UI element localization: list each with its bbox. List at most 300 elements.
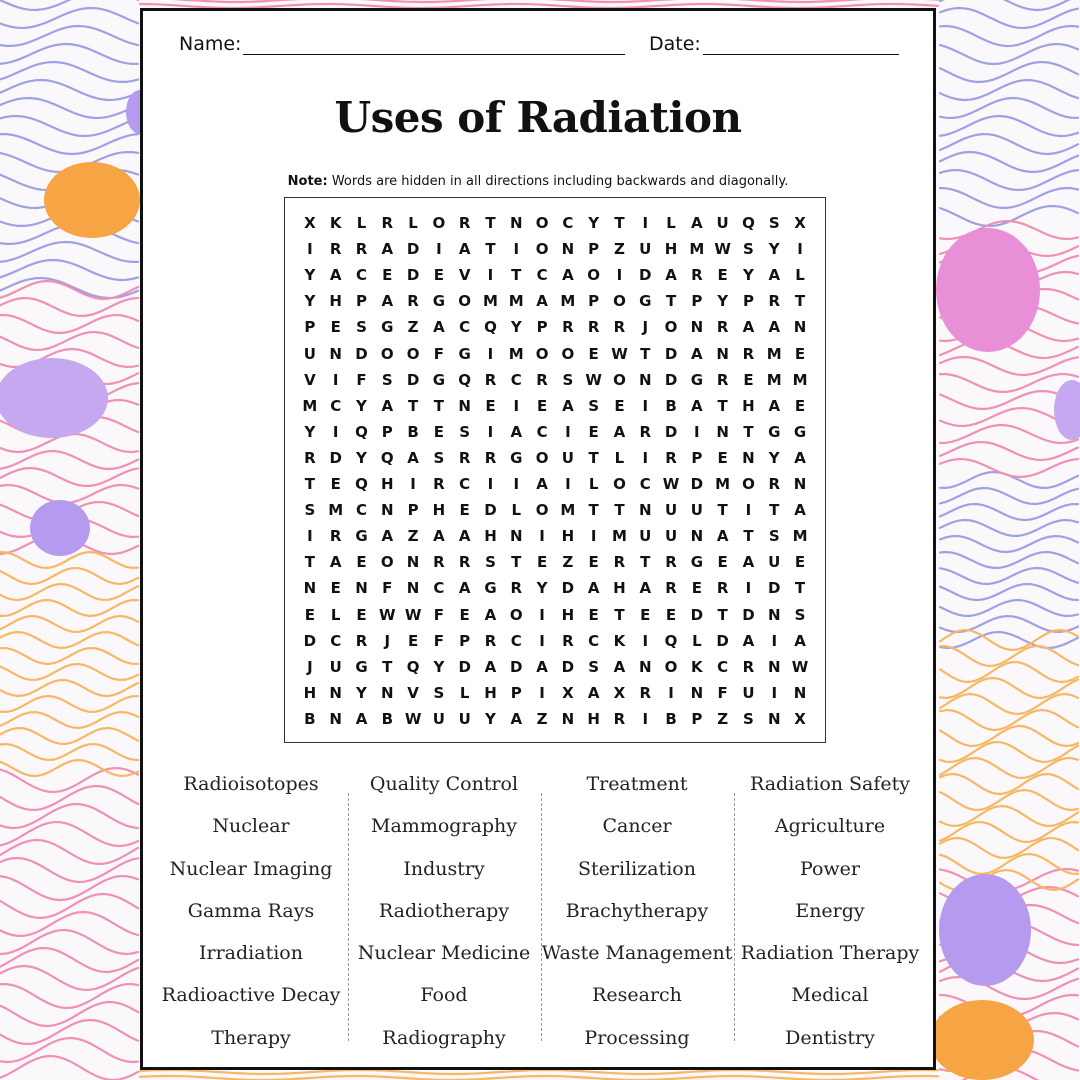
grid-letter[interactable]: Q [380,448,394,467]
grid-letter[interactable]: I [642,396,649,415]
grid-letter[interactable]: N [767,605,781,624]
grid-letter[interactable]: I [539,605,545,624]
grid-letter[interactable]: I [436,240,442,259]
grid-letter[interactable]: Q [664,631,678,650]
grid-letter[interactable]: L [408,214,418,232]
name-field[interactable] [179,33,625,55]
grid-letter[interactable]: V [304,370,316,389]
grid-letter[interactable]: E [717,553,728,572]
grid-letter[interactable]: O [380,344,394,363]
grid-letter[interactable]: T [794,292,806,311]
grid-letter[interactable]: K [613,631,626,650]
grid-letter[interactable]: O [613,370,626,389]
grid-letter[interactable]: D [458,657,471,676]
grid-letter[interactable]: D [355,344,368,363]
grid-letter[interactable]: X [304,214,316,232]
grid-letter[interactable]: T [407,396,419,415]
grid-letter[interactable]: Z [407,318,419,337]
grid-letter[interactable]: U [639,240,652,259]
grid-letter[interactable]: Q [458,370,472,389]
grid-letter[interactable]: T [743,527,754,546]
grid-letter[interactable]: M [560,292,576,311]
grid-letter[interactable]: M [483,292,498,311]
grid-letter[interactable]: L [459,683,470,702]
grid-letter[interactable]: N [381,683,394,702]
grid-letter[interactable]: I [642,448,649,467]
grid-letter[interactable]: O [742,475,755,493]
grid-letter[interactable]: A [716,527,729,546]
grid-letter[interactable]: P [588,292,600,311]
grid-letter[interactable]: U [561,448,574,467]
grid-letter[interactable]: L [356,214,367,232]
grid-letter[interactable]: S [743,709,754,728]
grid-letter[interactable]: D [664,344,678,363]
grid-letter[interactable]: A [458,527,471,546]
grid-letter[interactable]: K [691,657,703,676]
grid-letter[interactable]: P [742,292,754,311]
grid-letter[interactable]: A [329,553,342,572]
grid-letter[interactable]: D [561,579,575,598]
grid-letter[interactable]: Y [304,266,316,285]
grid-letter[interactable]: F [382,579,393,598]
grid-letter[interactable]: I [565,475,571,493]
grid-letter[interactable]: A [613,657,626,676]
grid-letter[interactable]: U [768,553,781,572]
grid-letter[interactable]: O [380,553,394,572]
grid-letter[interactable]: E [588,344,599,363]
grid-letter[interactable]: I [642,631,649,650]
grid-letter[interactable]: A [562,396,574,415]
grid-letter[interactable]: D [329,448,342,467]
grid-letter[interactable]: N [767,657,781,676]
grid-letter[interactable]: B [381,709,393,728]
grid-letter[interactable]: U [303,344,316,363]
grid-letter[interactable]: O [535,240,549,259]
grid-letter[interactable]: A [794,448,806,467]
grid-letter[interactable]: E [330,318,341,337]
grid-letter[interactable]: X [794,214,806,232]
grid-letter[interactable]: A [510,422,523,441]
grid-letter[interactable]: E [794,344,806,363]
grid-letter[interactable]: E [665,605,677,624]
grid-letter[interactable]: O [509,605,523,624]
grid-letter[interactable]: L [666,214,676,232]
grid-letter[interactable]: K [329,214,342,232]
grid-letter[interactable]: M [611,527,627,546]
grid-letter[interactable]: W [404,709,422,728]
grid-letter[interactable]: D [664,422,678,441]
grid-letter[interactable]: H [303,683,317,702]
grid-letter[interactable]: Z [407,527,419,546]
grid-letter[interactable]: N [561,240,575,259]
grid-letter[interactable]: R [458,448,471,467]
grid-letter[interactable]: R [691,266,703,285]
grid-letter[interactable]: A [742,553,755,572]
grid-letter[interactable]: N [793,683,807,702]
grid-letter[interactable]: T [614,501,625,520]
grid-letter[interactable]: R [433,553,445,572]
grid-letter[interactable]: I [513,396,520,415]
grid-letter[interactable]: E [691,579,702,598]
grid-letter[interactable]: P [459,631,471,650]
grid-letter[interactable]: T [588,448,599,467]
grid-letter[interactable]: Z [717,709,729,728]
grid-letter[interactable]: R [768,475,781,493]
grid-letter[interactable]: R [355,631,368,650]
grid-letter[interactable]: D [664,370,678,389]
grid-letter[interactable]: T [304,475,316,493]
grid-letter[interactable]: M [766,344,782,363]
grid-letter[interactable]: A [458,240,471,259]
grid-letter[interactable]: A [536,292,548,311]
grid-letter[interactable]: N [690,683,704,702]
grid-letter[interactable]: N [767,709,781,728]
grid-letter[interactable]: G [793,422,807,441]
grid-letter[interactable]: G [639,292,652,311]
grid-letter[interactable]: F [433,631,444,650]
grid-letter[interactable]: R [329,527,342,546]
grid-letter[interactable]: S [381,370,393,389]
grid-letter[interactable]: T [614,605,625,624]
grid-letter[interactable]: S [743,240,754,259]
grid-letter[interactable]: R [587,318,600,337]
grid-letter[interactable]: D [742,605,755,624]
grid-letter[interactable]: U [664,501,678,520]
grid-letter[interactable]: V [458,266,471,285]
grid-letter[interactable]: O [535,214,549,232]
grid-letter[interactable]: H [613,579,626,598]
grid-letter[interactable]: D [303,631,317,650]
grid-letter[interactable]: Y [356,683,367,702]
grid-letter[interactable]: R [381,214,394,232]
grid-letter[interactable]: I [487,475,494,493]
grid-letter[interactable]: S [588,396,600,415]
grid-letter[interactable]: M [689,240,705,259]
grid-letter[interactable]: C [330,396,342,415]
grid-letter[interactable]: P [691,448,703,467]
grid-letter[interactable]: B [665,396,677,415]
grid-letter[interactable]: E [382,266,393,285]
grid-letter[interactable]: E [717,266,728,285]
grid-letter[interactable]: G [381,318,394,337]
grid-letter[interactable]: W [379,605,396,624]
grid-letter[interactable]: I [513,475,520,493]
grid-letter[interactable]: P [691,709,703,728]
grid-letter[interactable]: E [588,553,599,572]
grid-letter[interactable]: R [742,657,755,676]
grid-letter[interactable]: E [433,422,444,441]
grid-letter[interactable]: E [330,475,341,493]
grid-letter[interactable]: C [459,318,471,337]
grid-letter[interactable]: C [510,370,522,389]
grid-letter[interactable]: N [509,527,523,546]
grid-letter[interactable]: L [795,266,805,285]
grid-letter[interactable]: H [484,683,497,702]
grid-letter[interactable]: G [355,657,368,676]
grid-letter[interactable]: U [639,527,652,546]
grid-letter[interactable]: W [662,475,680,493]
grid-letter[interactable]: C [588,631,600,650]
grid-letter[interactable]: W [714,240,731,259]
grid-letter[interactable]: I [539,683,545,702]
grid-letter[interactable]: Y [356,448,367,467]
grid-letter[interactable]: R [613,709,626,728]
grid-letter[interactable]: S [459,422,471,441]
grid-letter[interactable]: T [511,266,522,285]
grid-letter[interactable]: I [539,631,545,650]
grid-letter[interactable]: R [768,292,781,311]
grid-letter[interactable]: I [307,240,313,259]
grid-letter[interactable]: C [459,475,471,493]
grid-letter[interactable]: C [330,631,342,650]
grid-letter[interactable]: U [716,214,729,232]
grid-letter[interactable]: D [768,579,781,598]
grid-letter[interactable]: C [639,475,651,493]
grid-letter[interactable]: D [690,475,704,493]
grid-letter[interactable]: O [664,318,678,337]
grid-letter[interactable]: Q [484,318,497,337]
grid-letter[interactable]: R [329,240,342,259]
grid-letter[interactable]: R [562,318,574,337]
grid-letter[interactable]: S [562,370,574,389]
grid-letter[interactable]: G [768,422,781,441]
grid-letter[interactable]: A [768,266,781,285]
grid-letter[interactable]: I [487,422,494,441]
grid-letter[interactable]: S [768,214,780,232]
grid-letter[interactable]: T [588,501,599,520]
grid-letter[interactable]: D [690,605,704,624]
grid-letter[interactable]: W [585,370,602,389]
grid-letter[interactable]: R [716,318,729,337]
grid-letter[interactable]: N [638,501,652,520]
grid-letter[interactable]: N [303,579,317,598]
grid-letter[interactable]: A [768,318,781,337]
grid-letter[interactable]: E [485,396,496,415]
grid-letter[interactable]: S [433,448,445,467]
grid-letter[interactable]: F [433,605,444,624]
date-field[interactable] [649,33,899,55]
grid-letter[interactable]: U [742,683,755,702]
grid-letter[interactable]: P [355,292,367,311]
grid-letter[interactable]: H [587,709,600,728]
grid-letter[interactable]: T [717,396,728,415]
grid-letter[interactable]: H [664,240,678,259]
grid-letter[interactable]: H [381,475,394,493]
grid-letter[interactable]: D [406,370,420,389]
grid-letter[interactable]: O [587,266,601,285]
grid-letter[interactable]: W [404,605,422,624]
grid-letter[interactable]: R [484,631,497,650]
grid-letter[interactable]: E [588,605,599,624]
grid-letter[interactable]: A [691,214,703,232]
grid-letter[interactable]: N [793,318,807,337]
grid-letter[interactable]: I [694,422,700,441]
grid-letter[interactable]: I [642,709,649,728]
grid-letter[interactable]: G [432,370,446,389]
grid-letter[interactable]: N [690,527,704,546]
grid-letter[interactable]: O [535,344,549,363]
grid-letter[interactable]: D [406,266,420,285]
grid-letter[interactable]: N [561,709,575,728]
grid-letter[interactable]: Y [485,709,496,728]
grid-letter[interactable]: I [487,344,494,363]
grid-letter[interactable]: L [511,501,522,520]
grid-letter[interactable]: G [484,579,497,598]
grid-letter[interactable]: A [562,266,574,285]
grid-letter[interactable]: A [381,396,394,415]
grid-letter[interactable]: R [562,631,574,650]
grid-letter[interactable]: C [355,501,367,520]
grid-letter[interactable]: P [381,422,393,441]
grid-letter[interactable]: I [565,422,571,441]
grid-letter[interactable]: R [407,292,419,311]
grid-letter[interactable]: R [433,475,445,493]
grid-letter[interactable]: S [588,657,600,676]
grid-letter[interactable]: O [535,501,549,520]
grid-letter[interactable]: M [560,501,576,520]
grid-letter[interactable]: E [304,605,316,624]
grid-letter[interactable]: T [665,292,677,311]
grid-letter[interactable]: E [330,579,341,598]
grid-letter[interactable]: Y [510,318,522,337]
grid-letter[interactable]: R [458,214,471,232]
grid-letter[interactable]: R [510,579,523,598]
grid-letter[interactable]: O [535,448,549,467]
grid-letter[interactable]: A [510,709,523,728]
grid-letter[interactable]: Y [304,292,316,311]
grid-letter[interactable]: J [384,631,391,650]
grid-letter[interactable]: A [484,605,497,624]
grid-letter[interactable]: M [508,344,524,363]
grid-letter[interactable]: C [433,579,445,598]
grid-letter[interactable]: N [329,709,342,728]
grid-letter[interactable]: A [794,631,806,650]
grid-letter[interactable]: R [536,370,548,389]
grid-letter[interactable]: N [638,657,652,676]
grid-letter[interactable]: M [715,475,731,493]
grid-letter[interactable]: V [407,683,419,702]
grid-letter[interactable]: E [640,605,651,624]
grid-letter[interactable]: N [406,553,420,572]
grid-letter[interactable]: L [330,605,341,624]
grid-letter[interactable]: I [771,631,778,650]
grid-letter[interactable]: Y [356,396,367,415]
grid-letter[interactable]: N [406,579,420,598]
grid-letter[interactable]: R [458,553,471,572]
grid-letter[interactable]: M [328,501,344,520]
grid-letter[interactable]: R [665,579,677,598]
grid-letter[interactable]: F [356,370,367,389]
grid-letter[interactable]: R [716,579,729,598]
grid-letter[interactable]: A [536,657,548,676]
grid-letter[interactable]: T [794,579,806,598]
grid-letter[interactable]: B [407,422,419,441]
grid-letter[interactable]: G [510,448,523,467]
grid-letter[interactable]: I [410,475,416,493]
grid-letter[interactable]: O [664,657,678,676]
grid-letter[interactable]: Q [742,214,755,232]
grid-letter[interactable]: X [613,683,626,702]
grid-letter[interactable]: P [588,240,600,259]
grid-letter[interactable]: N [355,579,368,598]
grid-letter[interactable]: R [613,553,626,572]
grid-letter[interactable]: S [485,553,496,572]
grid-letter[interactable]: G [690,553,703,572]
grid-letter[interactable]: O [613,292,626,311]
grid-letter[interactable]: T [485,214,496,232]
grid-letter[interactable]: D [561,657,575,676]
grid-letter[interactable]: E [743,370,754,389]
grid-letter[interactable]: Y [768,448,780,467]
grid-letter[interactable]: I [771,683,778,702]
grid-letter[interactable]: Z [562,553,574,572]
name-blank-line[interactable] [243,34,625,55]
grid-letter[interactable]: I [642,214,649,232]
grid-letter[interactable]: P [510,683,522,702]
grid-letter[interactable]: I [332,370,339,389]
grid-letter[interactable]: R [304,448,316,467]
grid-letter[interactable]: E [536,396,548,415]
grid-letter[interactable]: X [562,683,574,702]
grid-letter[interactable]: E [356,605,367,624]
grid-letter[interactable]: E [794,396,806,415]
grid-letter[interactable]: I [797,240,803,259]
grid-letter[interactable]: I [307,527,313,546]
grid-letter[interactable]: E [588,422,599,441]
grid-letter[interactable]: L [614,448,625,467]
grid-letter[interactable]: H [484,527,497,546]
grid-letter[interactable]: D [639,266,652,285]
grid-letter[interactable]: O [561,344,575,363]
grid-letter[interactable]: A [355,709,368,728]
grid-letter[interactable]: O [613,475,626,493]
grid-letter[interactable]: A [768,396,781,415]
grid-letter[interactable]: M [508,292,524,311]
grid-letter[interactable]: I [590,527,597,546]
grid-letter[interactable]: G [690,370,703,389]
date-blank-line[interactable] [703,34,899,55]
grid-letter[interactable]: U [690,501,703,520]
grid-letter[interactable]: T [743,422,754,441]
grid-letter[interactable]: U [329,657,342,676]
grid-letter[interactable]: R [613,318,626,337]
grid-letter[interactable]: A [691,396,703,415]
grid-letter[interactable]: N [329,683,342,702]
grid-letter[interactable]: A [407,448,419,467]
grid-letter[interactable]: C [536,422,548,441]
grid-letter[interactable]: H [561,605,575,624]
grid-letter[interactable]: Y [433,657,445,676]
grid-letter[interactable]: D [510,657,523,676]
grid-letter[interactable]: I [668,683,674,702]
grid-letter[interactable]: Y [304,422,316,441]
grid-letter[interactable]: A [433,527,445,546]
grid-letter[interactable]: E [459,605,470,624]
grid-letter[interactable]: O [458,292,472,311]
grid-letter[interactable]: A [329,266,342,285]
grid-letter[interactable]: M [792,370,808,389]
grid-letter[interactable]: T [382,657,393,676]
grid-letter[interactable]: W [611,344,628,363]
grid-letter[interactable]: Y [743,266,754,285]
grid-letter[interactable]: T [717,501,728,520]
grid-letter[interactable]: L [588,475,599,493]
grid-letter[interactable]: M [766,370,782,389]
grid-letter[interactable]: P [407,501,419,520]
grid-letter[interactable]: E [717,448,728,467]
grid-letter[interactable]: N [381,501,394,520]
grid-letter[interactable]: U [432,709,445,728]
